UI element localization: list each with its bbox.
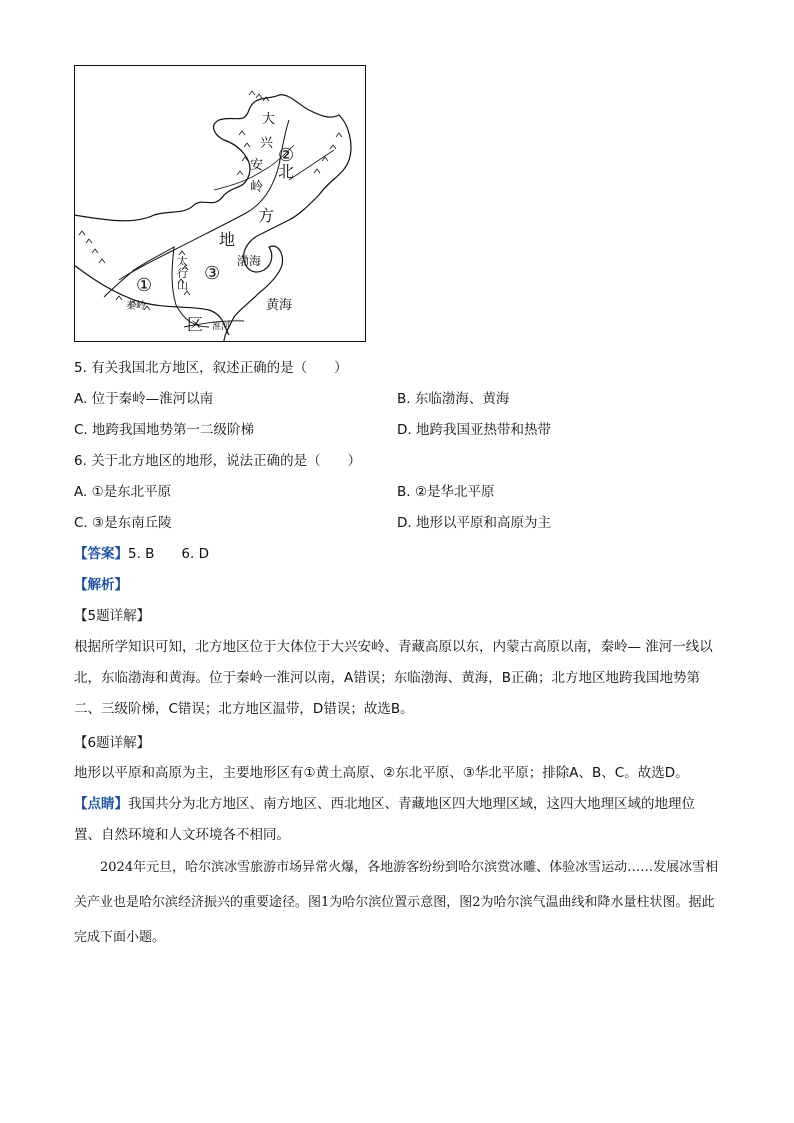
label-shan: 山	[177, 279, 188, 292]
northern-region-map	[74, 65, 366, 342]
label-bei: 北	[278, 162, 295, 181]
answer-label: 【答案】	[74, 546, 128, 562]
label-fang: 方	[258, 206, 275, 225]
answer-value: 5. B 6. D	[128, 546, 209, 562]
label-huaihe: 淮河	[212, 322, 231, 332]
label-circle-2: ②	[278, 145, 295, 166]
label-huanghai: 黄海	[266, 298, 293, 313]
q5-option-a: A. 位于秦岭—淮河以南	[74, 391, 214, 407]
note-block	[74, 789, 720, 851]
detail5-label: 【5题详解】	[74, 608, 151, 624]
label-xing: 兴	[260, 136, 274, 151]
label-qinling: 秦岭	[126, 301, 146, 312]
q6-option-a: A. ①是东北平原	[74, 484, 172, 500]
q5-option-c: C. 地跨我国地势第一二级阶梯	[74, 422, 255, 438]
label-tai: 太	[177, 255, 188, 268]
label-da: 大	[262, 112, 276, 127]
q5-option-b: B. 东临渤海、黄海	[397, 391, 510, 407]
label-hang: 行	[177, 267, 188, 280]
label-ling: 岭	[250, 180, 264, 195]
detail6-text: 地形以平原和高原为主，主要地形区有①黄土高原、②东北平原、③华北平原；排除A、B、C。故选D。	[74, 765, 689, 781]
q6-option-d: D. 地形以平原和高原为主	[397, 515, 551, 531]
label-di: 地	[219, 230, 236, 249]
label-an: 安	[250, 158, 264, 173]
q6-option-c: C. ③是东南丘陵	[74, 515, 172, 531]
note-label: 【点睛】	[74, 796, 128, 812]
label-qu: 区	[187, 315, 204, 334]
q5-option-d: D. 地跨我国亚热带和热带	[397, 422, 551, 438]
q6-stem: 6. 关于北方地区的地形，说法正确的是（ ）	[74, 453, 362, 469]
note-text: 我国共分为北方地区、南方地区、西北地区、青藏地区四大地理区域，这四大地理区域的地理位置、自然环境和人文环境各不相同。	[74, 796, 695, 843]
q6-option-b: B. ②是华北平原	[397, 484, 495, 500]
answer-line	[74, 544, 209, 564]
analysis-label: 【解析】	[74, 577, 128, 593]
label-circle-3: ③	[204, 263, 221, 284]
label-bohai: 渤海	[237, 254, 262, 268]
detail5-text: 根据所学知识可知，北方地区位于大体位于大兴安岭、青藏高原以东，内蒙古高原以南，秦岭— 淮河一线以北，东临渤海和黄海。位于秦岭一淮河以南，A错误；东临渤海、黄海，B正确；北方地区地跨我国地势第二、三级阶梯，C错误；北方地区温带，D错误；故选B。	[74, 639, 713, 717]
intro-paragraph: 2024年元旦，哈尔滨冰雪旅游市场异常火爆，各地游客纷纷到哈尔滨赏冰雕、体验冰雪运动……发展冰雪相关产业也是哈尔滨经济振兴的重要途径。图1为哈尔滨位置示意图，图2为哈尔滨气温曲线和降水量柱状图。据此完成下面小题。	[74, 860, 719, 945]
detail6-label: 【6题详解】	[74, 735, 151, 751]
label-circle-1: ①	[136, 275, 153, 296]
q5-stem: 5. 有关我国北方地区，叙述正确的是（ ）	[74, 360, 348, 376]
